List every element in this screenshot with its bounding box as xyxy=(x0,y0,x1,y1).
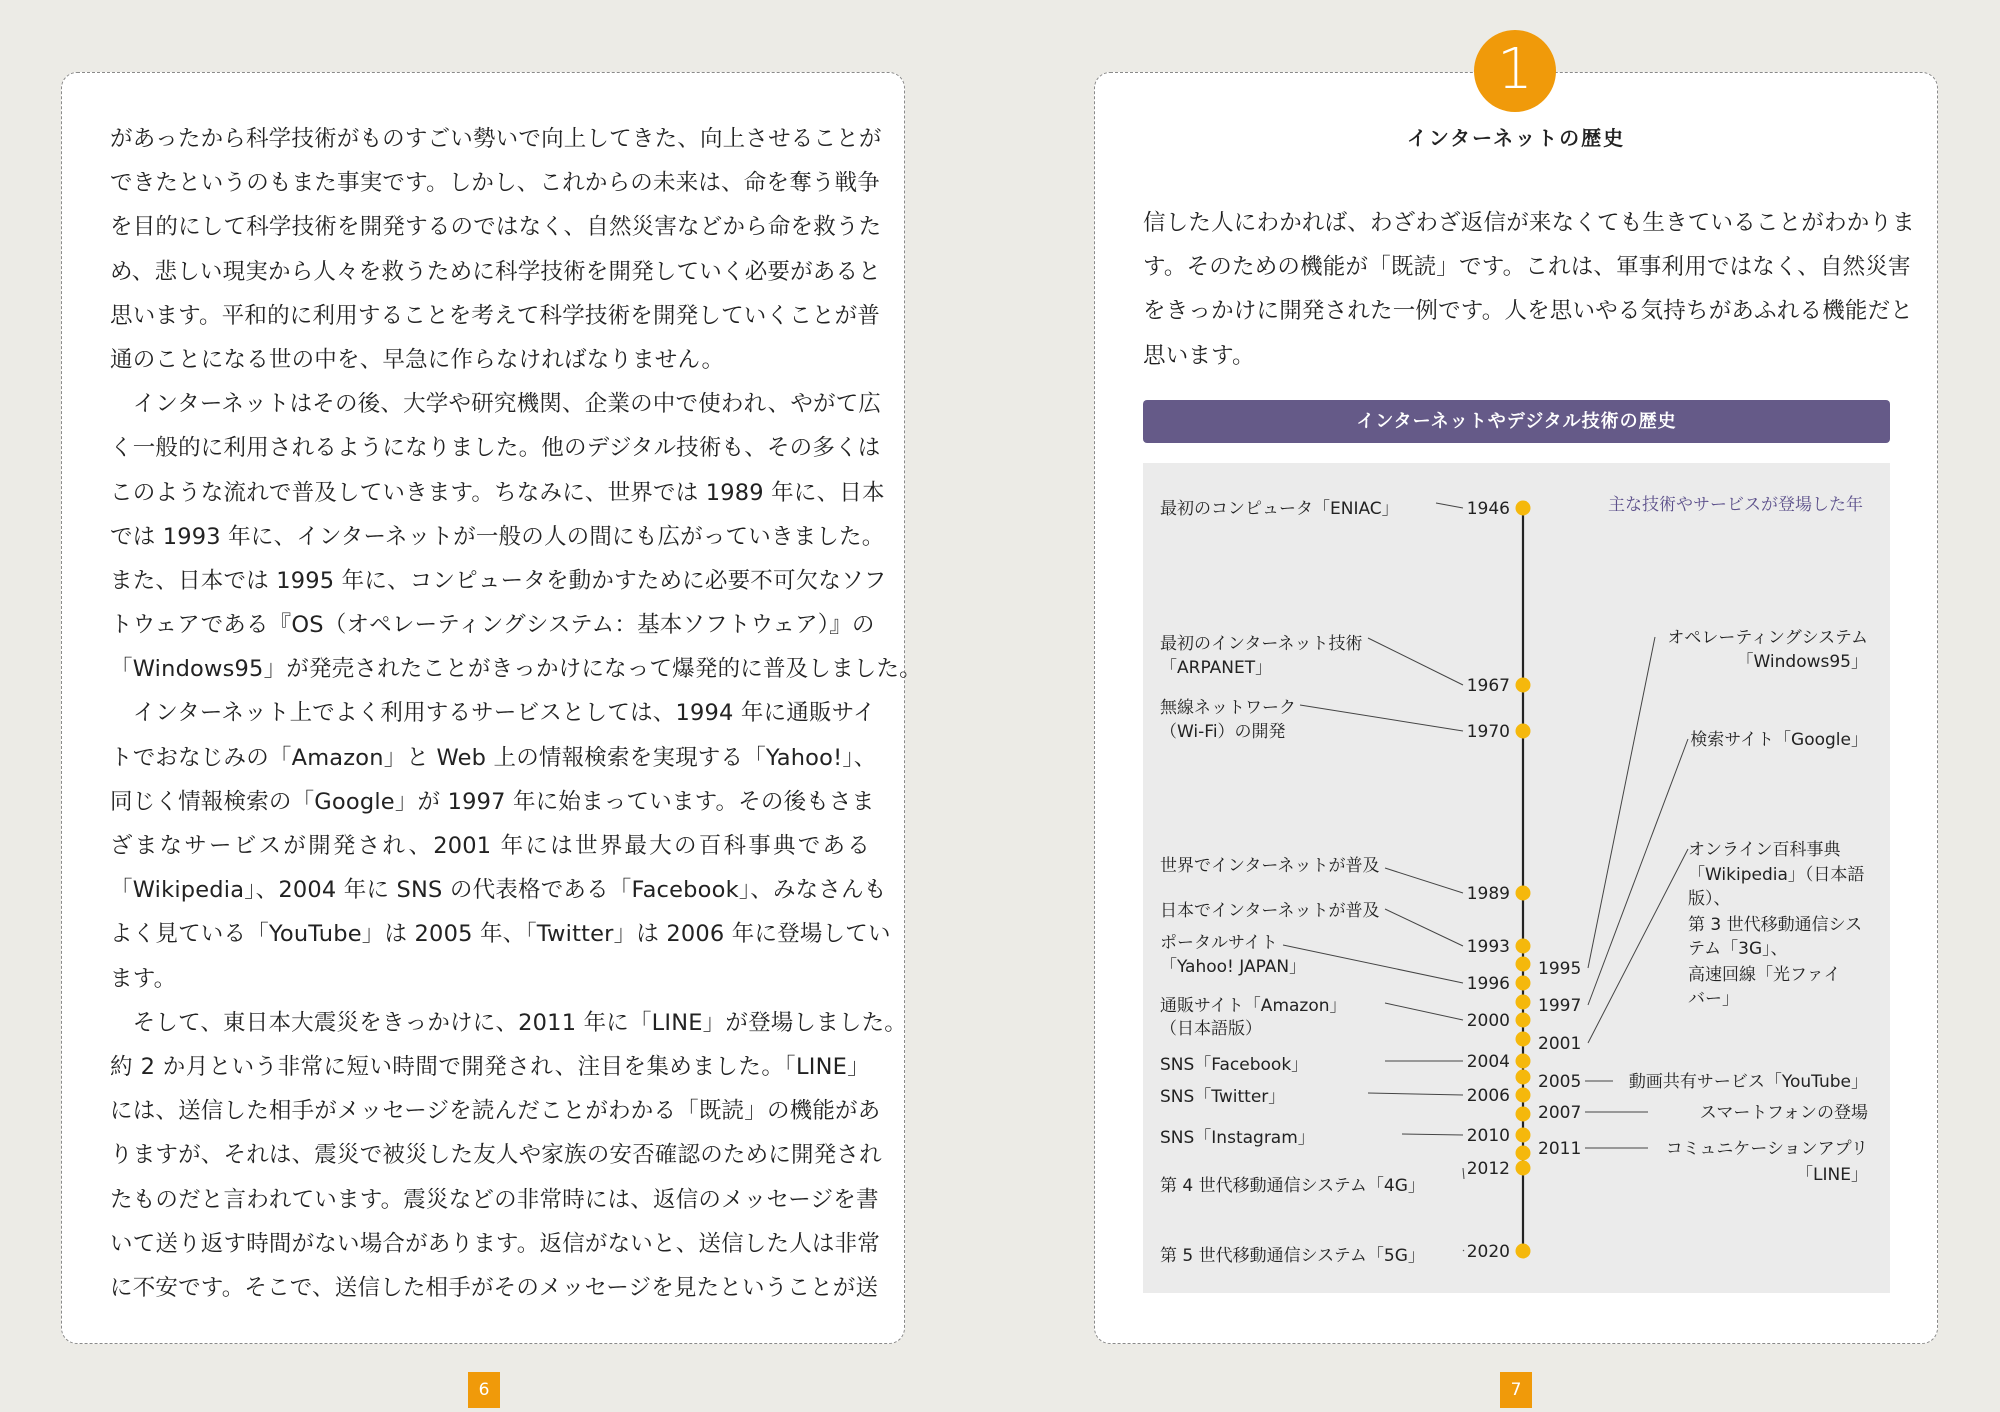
timeline-legend: 主な技術やサービスが登場した年 xyxy=(1608,495,1863,515)
timeline-dot-1993 xyxy=(1516,939,1531,954)
timeline-dot-2010 xyxy=(1516,1128,1531,1143)
timeline-dot-2007 xyxy=(1516,1107,1531,1122)
timeline-year-label: 2010 xyxy=(1466,1126,1510,1146)
text-line: いて送り返す時間がない場合があります。返信がないと、送信した人は非常 xyxy=(110,1230,881,1257)
timeline-leader-line xyxy=(1368,1093,1463,1095)
timeline-event-label: 最初のコンピュータ「ENIAC」 xyxy=(1160,499,1399,519)
timeline-event-label: SNS「Instagram」 xyxy=(1160,1128,1315,1148)
text-line: には、送信した相手がメッセージを読んだことがわかる「既読」の機能があ xyxy=(110,1098,881,1125)
timeline-dot-2005 xyxy=(1516,1070,1531,1085)
timeline-dot-2001 xyxy=(1516,1032,1531,1047)
timeline-leader-line xyxy=(1300,705,1463,731)
text-line: では 1993 年に、インターネットが一般の人の間にも広がっていきました。 xyxy=(110,523,885,550)
timeline-dot-2004 xyxy=(1516,1054,1531,1069)
timeline-chart xyxy=(1143,463,1890,1293)
timeline-leader-line xyxy=(1588,637,1655,968)
text-line: 同じく情報検索の「Google」が 1997 年に始まっています。その後もさま xyxy=(110,788,875,815)
timeline-event-label: 「ARPANET」 xyxy=(1160,658,1273,678)
timeline-year-label: 1967 xyxy=(1466,676,1510,696)
timeline-event-label: バー」 xyxy=(1688,989,1739,1009)
text-line: 通のことになる世の中を、早急に作らなければなりません。 xyxy=(110,346,725,373)
timeline-year-label: 2006 xyxy=(1466,1086,1510,1106)
timeline-leader-line xyxy=(1463,1168,1464,1179)
chapter-title: インターネットの歴史 xyxy=(1406,126,1626,150)
text-line: トウェアである『OS（オペレーティングシステム：基本ソフトウェア）』の xyxy=(110,612,875,639)
text-line: りますが、それは、震災で被災した友人や家族の安否確認のために開発され xyxy=(110,1142,882,1169)
text-line: め、悲しい現実から人々を救うために科学技術を開発していく必要があると xyxy=(110,258,881,285)
timeline-event-label: 版）、 xyxy=(1688,889,1731,909)
timeline-dot-2020 xyxy=(1516,1244,1531,1259)
timeline-event-label: （Wi-Fi）の開発 xyxy=(1160,722,1286,742)
timeline-event-label: 日本でインターネットが普及 xyxy=(1160,901,1380,921)
text-line: トでおなじみの「Amazon」と Web 上の情報検索を実現する「Yahoo!」、 xyxy=(110,744,877,771)
text-line: をきっかけに開発された一例です。人を思いやる気持ちがあふれる機能だと xyxy=(1143,298,1914,325)
timeline-event-label: 検索サイト「Google」 xyxy=(1690,730,1868,750)
text-line: に不安です。そこで、送信した相手がそのメッセージを見たということが送 xyxy=(110,1274,879,1301)
timeline-event-label: 最初のインターネット技術 xyxy=(1160,634,1363,654)
text-line: また、日本では 1995 年に、コンピュータを動かすために必要不可欠なソフ xyxy=(110,567,887,594)
text-line: があったから科学技術がものすごい勢いで向上してきた、向上させることが xyxy=(110,126,882,152)
timeline-year-label: 1995 xyxy=(1538,959,1582,979)
timeline-dot-1946 xyxy=(1516,501,1531,516)
timeline-dot-2011 xyxy=(1516,1146,1531,1161)
text-line: 約 2 か月という非常に短い時間で開発され、注目を集めました。「LINE」 xyxy=(110,1053,870,1080)
timeline-event-label: 「LINE」 xyxy=(1796,1165,1868,1185)
timeline-year-label: 2004 xyxy=(1466,1052,1510,1072)
timeline-leader-line xyxy=(1588,849,1688,1043)
chapter-number-badge: 1 xyxy=(1474,30,1556,112)
left-page-body xyxy=(110,117,922,1310)
timeline-leader-line xyxy=(1385,909,1463,946)
timeline-event-label: スマートフォンの登場 xyxy=(1699,1103,1868,1123)
timeline-leader-line xyxy=(1368,638,1463,685)
timeline-dot-2012 xyxy=(1516,1161,1531,1176)
timeline-year-label: 2011 xyxy=(1538,1139,1582,1159)
timeline-dot-1995 xyxy=(1516,957,1531,972)
timeline-leader-line xyxy=(1385,1003,1463,1020)
timeline-year-label: 2000 xyxy=(1466,1011,1510,1031)
timeline-event-label: 「Yahoo! JAPAN」 xyxy=(1160,957,1307,977)
text-line: できたというのもまた事実です。しかし、これからの未来は、命を奪う戦争 xyxy=(110,170,881,197)
text-line: そして、東日本大震災をきっかけに、2011 年に「LINE」が登場しました。 xyxy=(110,1009,907,1036)
timeline-year-label: 2007 xyxy=(1538,1103,1582,1123)
timeline-year-label: 2001 xyxy=(1538,1034,1582,1054)
timeline-leader-line xyxy=(1402,1134,1463,1135)
timeline-event-label: 「Wikipedia」（日本語 xyxy=(1688,865,1865,885)
timeline-event-label: オペレーティングシステム xyxy=(1667,628,1868,648)
text-line: このような流れで普及していきます。ちなみに、世界では 1989 年に、日本 xyxy=(110,479,885,506)
page-number-left: 6 xyxy=(468,1372,500,1408)
timeline-dot-1997 xyxy=(1516,995,1531,1010)
text-line: す。そのための機能が「既読」です。これは、軍事利用ではなく、自然災害 xyxy=(1143,254,1911,281)
timeline-leader-line xyxy=(1436,503,1463,508)
timeline-leader-line xyxy=(1588,739,1688,1005)
timeline-year-label: 1946 xyxy=(1466,499,1510,519)
timeline-year-label: 1989 xyxy=(1466,884,1510,904)
text-line: インターネット上でよく利用するサービスとしては、1994 年に通販サイ xyxy=(110,700,876,727)
text-line: たものだと言われています。震災などの非常時には、返信のメッセージを書 xyxy=(110,1186,879,1213)
timeline-dot-1996 xyxy=(1516,976,1531,991)
text-line: インターネットはその後、大学や研究機関、企業の中で使われ、やがて広 xyxy=(110,391,882,418)
timeline-year-label: 1970 xyxy=(1466,722,1510,742)
timeline-event-label: SNS「Twitter」 xyxy=(1160,1087,1286,1107)
timeline-leader-line xyxy=(1385,868,1463,893)
timeline-dot-1967 xyxy=(1516,678,1531,693)
timeline-year-label: 2012 xyxy=(1466,1159,1510,1179)
right-page-body xyxy=(1143,201,1915,378)
page-number-right: 7 xyxy=(1500,1372,1532,1408)
timeline-year-label: 2005 xyxy=(1538,1072,1582,1092)
text-line: 信した人にわかれば、わざわざ返信が来なくても生きていることがわかりま xyxy=(1143,210,1915,236)
text-line: 思います。平和的に利用することを考えて科学技術を開発していくことが普 xyxy=(110,302,881,329)
timeline-event-label: 「Windows95」 xyxy=(1736,652,1868,672)
timeline-event-label: 無線ネットワーク xyxy=(1160,698,1296,718)
timeline-event-label: 第 3 世代移動通信シス xyxy=(1688,915,1863,935)
timeline-event-label: SNS「Facebook」 xyxy=(1160,1055,1309,1075)
timeline-event-label: オンライン百科事典 xyxy=(1688,840,1841,860)
timeline-dot-1970 xyxy=(1516,724,1531,739)
timeline-leader-line xyxy=(1463,1250,1464,1251)
text-line: く一般的に利用されるようになりました。他のデジタル技術も、その多くは xyxy=(110,435,881,462)
text-line: ます。 xyxy=(110,965,177,992)
timeline-dot-1989 xyxy=(1516,886,1531,901)
timeline-dot-2000 xyxy=(1516,1013,1531,1028)
text-line: を目的にして科学技術を開発するのではなく、自然災害などから命を救うた xyxy=(110,214,882,241)
timeline-event-label: 動画共有サービス「YouTube」 xyxy=(1628,1072,1868,1092)
timeline-year-label: 1997 xyxy=(1538,996,1582,1016)
timeline-event-label: 第 5 世代移動通信システム「5G」 xyxy=(1160,1246,1425,1266)
timeline-panel xyxy=(1143,463,1890,1293)
timeline-dot-2006 xyxy=(1516,1088,1531,1103)
text-line: よく見ている「YouTube」は 2005 年、「Twitter」は 2006 年に登場してい xyxy=(110,921,891,948)
text-line: 思います。 xyxy=(1143,342,1255,369)
text-line: ざまなサービスが開発され、2001 年には世界最大の百科事典である xyxy=(110,833,870,859)
timeline-event-label: テム「3G」、 xyxy=(1688,939,1788,959)
left-page xyxy=(61,72,922,1344)
text-line: 「Wikipedia」、2004 年に SNS の代表格である「Facebook」、みなさんも xyxy=(110,877,887,904)
timeline-event-label: ポータルサイト xyxy=(1160,933,1278,953)
timeline-event-label: 通販サイト「Amazon」 xyxy=(1160,996,1347,1016)
timeline-event-label: （日本語版） xyxy=(1160,1019,1262,1039)
timeline-event-label: 第 4 世代移動通信システム「4G」 xyxy=(1160,1176,1425,1196)
timeline-banner: インターネットやデジタル技術の歴史 xyxy=(1143,400,1890,443)
timeline-year-label: 1993 xyxy=(1466,937,1510,957)
timeline-leader-line xyxy=(1283,945,1463,983)
timeline-event-label: 世界でインターネットが普及 xyxy=(1160,856,1380,876)
timeline-event-label: コミュニケーションアプリ xyxy=(1665,1139,1868,1159)
text-line: 「Windows95」が発売されたことがきっかけになって爆発的に普及しました。 xyxy=(110,656,922,683)
timeline-year-label: 2020 xyxy=(1466,1242,1510,1262)
timeline-event-label: 高速回線「光ファイ xyxy=(1688,965,1841,985)
timeline-year-label: 1996 xyxy=(1466,974,1510,994)
